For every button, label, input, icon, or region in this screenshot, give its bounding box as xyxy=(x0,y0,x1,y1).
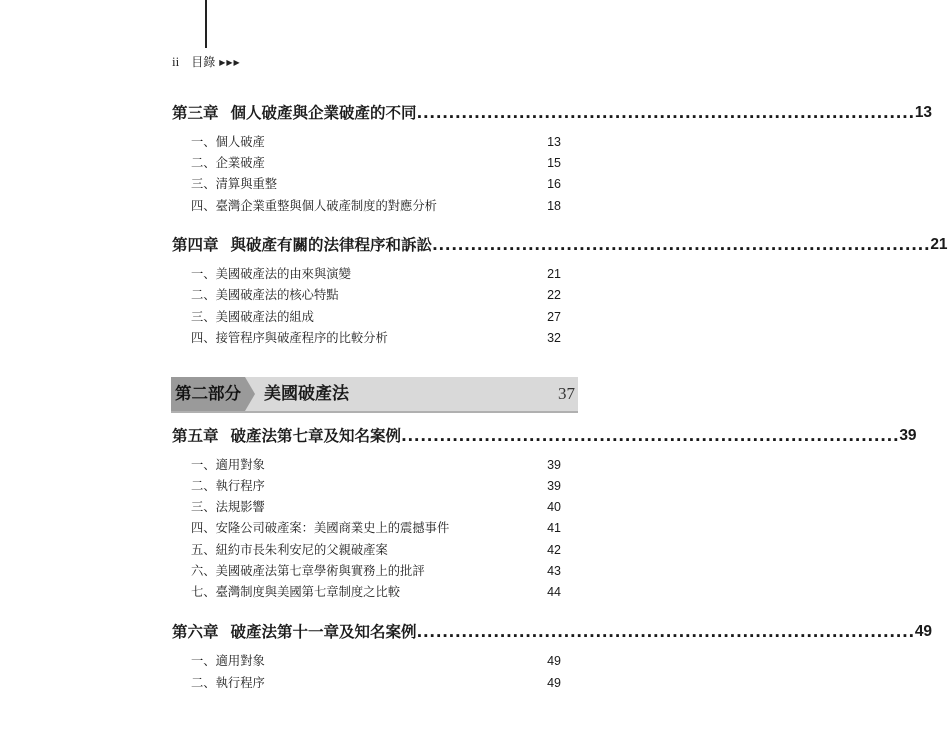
section-title: 三、美國破產法的組成 xyxy=(191,310,314,324)
section-title: 二、執行程序 xyxy=(191,479,265,493)
toc-section[interactable] xyxy=(191,197,561,215)
dot-leader: .............................................................................. xyxy=(416,104,915,122)
section-page: 39 xyxy=(547,458,561,472)
toc-section[interactable] xyxy=(191,519,561,537)
top-divider-line xyxy=(205,0,207,48)
toc-section[interactable] xyxy=(191,329,561,347)
section-page: 18 xyxy=(547,199,561,213)
section-title: 一、美國破產法的由來與演變 xyxy=(191,267,351,281)
page-number: ii xyxy=(172,54,180,69)
section-title: 二、執行程序 xyxy=(191,676,265,690)
section-title: 七、臺灣制度與美國第七章制度之比較 xyxy=(191,585,401,599)
chapter-number: 第五章 xyxy=(172,427,219,445)
section-title: 四、安隆公司破產案：美國商業史上的震撼事件 xyxy=(191,521,450,535)
section-page: 42 xyxy=(547,543,561,557)
section-page: 39 xyxy=(547,479,561,493)
part-arrow-icon xyxy=(245,377,255,411)
toc-section[interactable] xyxy=(191,265,561,283)
section-title: 四、臺灣企業重整與個人破產制度的對應分析 xyxy=(191,199,437,213)
toc-section[interactable] xyxy=(191,175,561,193)
toc-section[interactable] xyxy=(191,308,561,326)
toc-section[interactable] xyxy=(191,456,561,474)
running-head-label: 目錄 xyxy=(191,55,216,69)
toc-section[interactable] xyxy=(191,133,561,151)
toc-section[interactable] xyxy=(191,541,561,559)
section-page: 43 xyxy=(547,564,561,578)
section-title: 四、接管程序與破產程序的比較分析 xyxy=(191,331,388,345)
section-page: 13 xyxy=(547,135,561,149)
toc-chapter-5[interactable] xyxy=(172,425,917,447)
chapter-title: 與破產有關的法律程序和訴訟 xyxy=(230,236,433,254)
section-title: 五、紐約市長朱利安尼的父親破產案 xyxy=(191,543,388,557)
section-page: 40 xyxy=(547,500,561,514)
section-page: 32 xyxy=(547,331,561,345)
toc-section[interactable] xyxy=(191,286,561,304)
dot-leader: .............................................................................. xyxy=(432,236,931,254)
toc-chapter-3[interactable] xyxy=(172,102,933,124)
dot-leader: .............................................................................. xyxy=(401,427,900,445)
toc-section[interactable] xyxy=(191,583,561,601)
toc-section[interactable] xyxy=(191,477,561,495)
section-page: 41 xyxy=(547,521,561,535)
section-page: 22 xyxy=(547,288,561,302)
section-title: 一、適用對象 xyxy=(191,458,265,472)
toc-section[interactable] xyxy=(191,498,561,516)
chapter-title: 破產法第十一章及知名案例 xyxy=(230,623,417,641)
section-title: 六、美國破產法第七章學術與實務上的批評 xyxy=(191,564,425,578)
chapter-page: 49 xyxy=(914,623,933,640)
part-page: 37 xyxy=(558,384,575,403)
section-title: 一、個人破產 xyxy=(191,135,265,149)
part-title: 美國破產法 xyxy=(264,384,349,404)
chapter-page: 39 xyxy=(899,427,917,444)
chapter-number: 第三章 xyxy=(172,104,219,122)
section-title: 一、適用對象 xyxy=(191,654,265,668)
section-title: 三、法規影響 xyxy=(191,500,265,514)
section-page: 27 xyxy=(547,310,561,324)
section-title: 三、清算與重整 xyxy=(191,177,278,191)
toc-section[interactable] xyxy=(191,562,561,580)
part-label: 第二部分 xyxy=(171,377,245,411)
toc-chapter-6[interactable] xyxy=(172,621,933,643)
section-page: 49 xyxy=(547,654,561,668)
chapter-page: 13 xyxy=(914,104,933,121)
toc-section[interactable] xyxy=(191,674,561,692)
section-title: 二、美國破產法的核心特點 xyxy=(191,288,339,302)
chapter-title: 個人破產與企業破產的不同 xyxy=(230,104,417,122)
toc-section[interactable] xyxy=(191,652,561,670)
chapter-page: 21 xyxy=(930,236,948,253)
part-banner[interactable] xyxy=(171,377,578,413)
chapter-title: 破產法第七章及知名案例 xyxy=(230,427,402,445)
section-page: 21 xyxy=(547,267,561,281)
section-title: 二、企業破產 xyxy=(191,156,265,170)
toc-chapter-4[interactable] xyxy=(172,234,948,256)
section-page: 44 xyxy=(547,585,561,599)
section-page: 15 xyxy=(547,156,561,170)
dot-leader: .............................................................................. xyxy=(416,623,915,641)
running-head xyxy=(172,54,241,71)
chapter-number: 第六章 xyxy=(172,623,219,641)
section-page: 49 xyxy=(547,676,561,690)
chapter-number: 第四章 xyxy=(172,236,219,254)
section-page: 16 xyxy=(547,177,561,191)
triple-arrow-icon: ▶▶▶ xyxy=(219,58,241,67)
toc-section[interactable] xyxy=(191,154,561,172)
